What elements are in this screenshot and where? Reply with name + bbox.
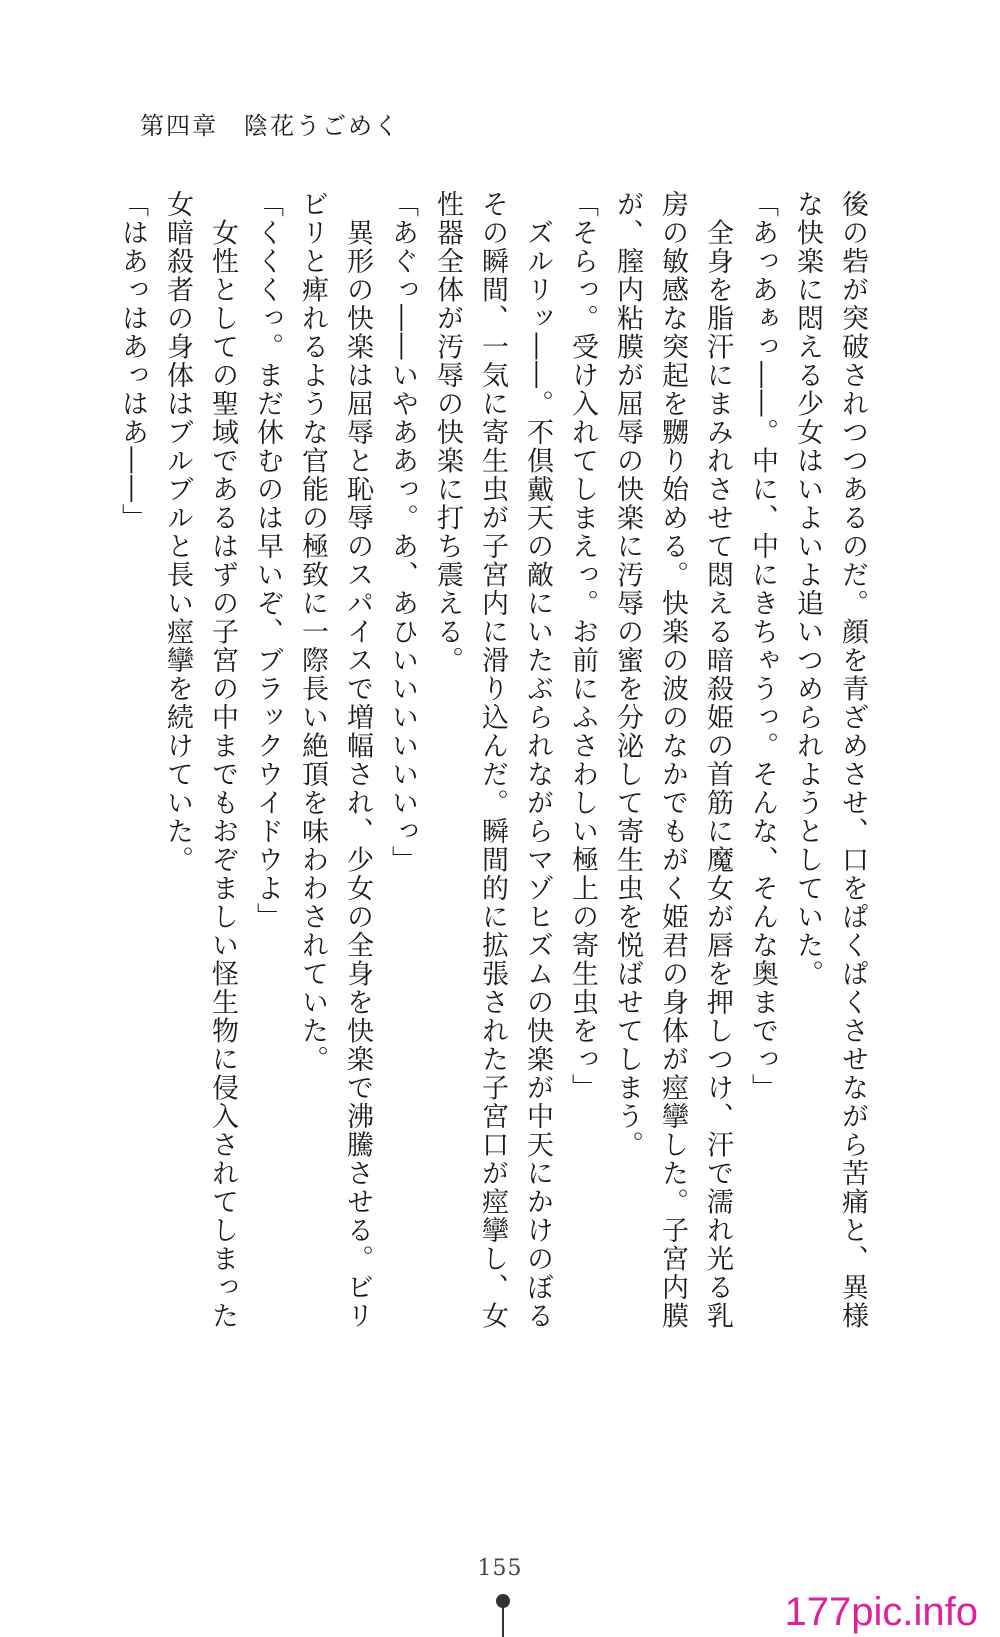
text-line: 房の敏感な突起を嬲り始める。快楽の波のなかでもがく姫君の身体が痙攣した。子宮内膜	[657, 190, 688, 1330]
page-number: 155	[477, 1556, 523, 1581]
text-line: 女性としての聖域であるはずの子宮の中までもおぞましい怪生物に侵入されてしまった	[207, 190, 238, 1330]
text-line: 女暗殺者の身体はブルブルと長い痙攣を続けていた。	[162, 190, 193, 874]
text-line: 「あっあぁっ――。中に、中にきちゃうっ。そんな、そんな奥までっ」	[747, 190, 778, 1102]
text-line: ビリと痺れるような官能の極致に一際長い絶頂を味わわされていた。	[297, 190, 328, 1074]
text-line: ズルリッ――。不倶戴天の敵にいたぶられながらマゾヒズムの快楽が中天にかけのぼる	[522, 190, 553, 1330]
text-line: その瞬間、一気に寄生虫が子宮内に滑り込んだ。瞬間的に拡張された子宮口が痙攣し、女	[477, 190, 508, 1330]
text-line: 「くくくっ。まだ休むのは早いぞ、ブラックウイドウよ」	[252, 190, 283, 931]
footer-rule	[502, 1606, 504, 1637]
text-line: が、膣内粘膜が屈辱の快楽に汚辱の蜜を分泌して寄生虫を悦ばせてしまう。	[612, 190, 643, 1159]
text-line: 「あぐっ――いやああっ。あ、あひいいいいいいっ」	[387, 190, 418, 874]
watermark: 177pic.info	[784, 1590, 978, 1634]
chapter-header: 第四章 陰花うごめく	[140, 112, 400, 140]
text-line: 全身を脂汗にまみれさせて悶える暗殺姫の首筋に魔女が唇を押しつけ、汗で濡れ光る乳	[702, 190, 733, 1330]
text-line: 異形の快楽は屈辱と恥辱のスパイスで増幅され、少女の全身を快楽で沸騰させる。ビリ	[342, 190, 373, 1330]
text-line: 後の砦が突破されつつあるのだ。顔を青ざめさせ、口をぱくぱくさせながら苦痛と、異様	[837, 190, 868, 1330]
text-line: 「はあっはあっはあ――」	[117, 190, 148, 532]
text-line: 「そらっ。受け入れてしまえっ。お前にふさわしい極上の寄生虫をっ」	[567, 190, 598, 1102]
body-text	[110, 190, 875, 1340]
text-line: 性器全体が汚辱の快楽に打ち震える。	[432, 190, 463, 675]
text-line: な快楽に悶える少女はいよいよ追いつめられようとしていた。	[792, 190, 823, 988]
